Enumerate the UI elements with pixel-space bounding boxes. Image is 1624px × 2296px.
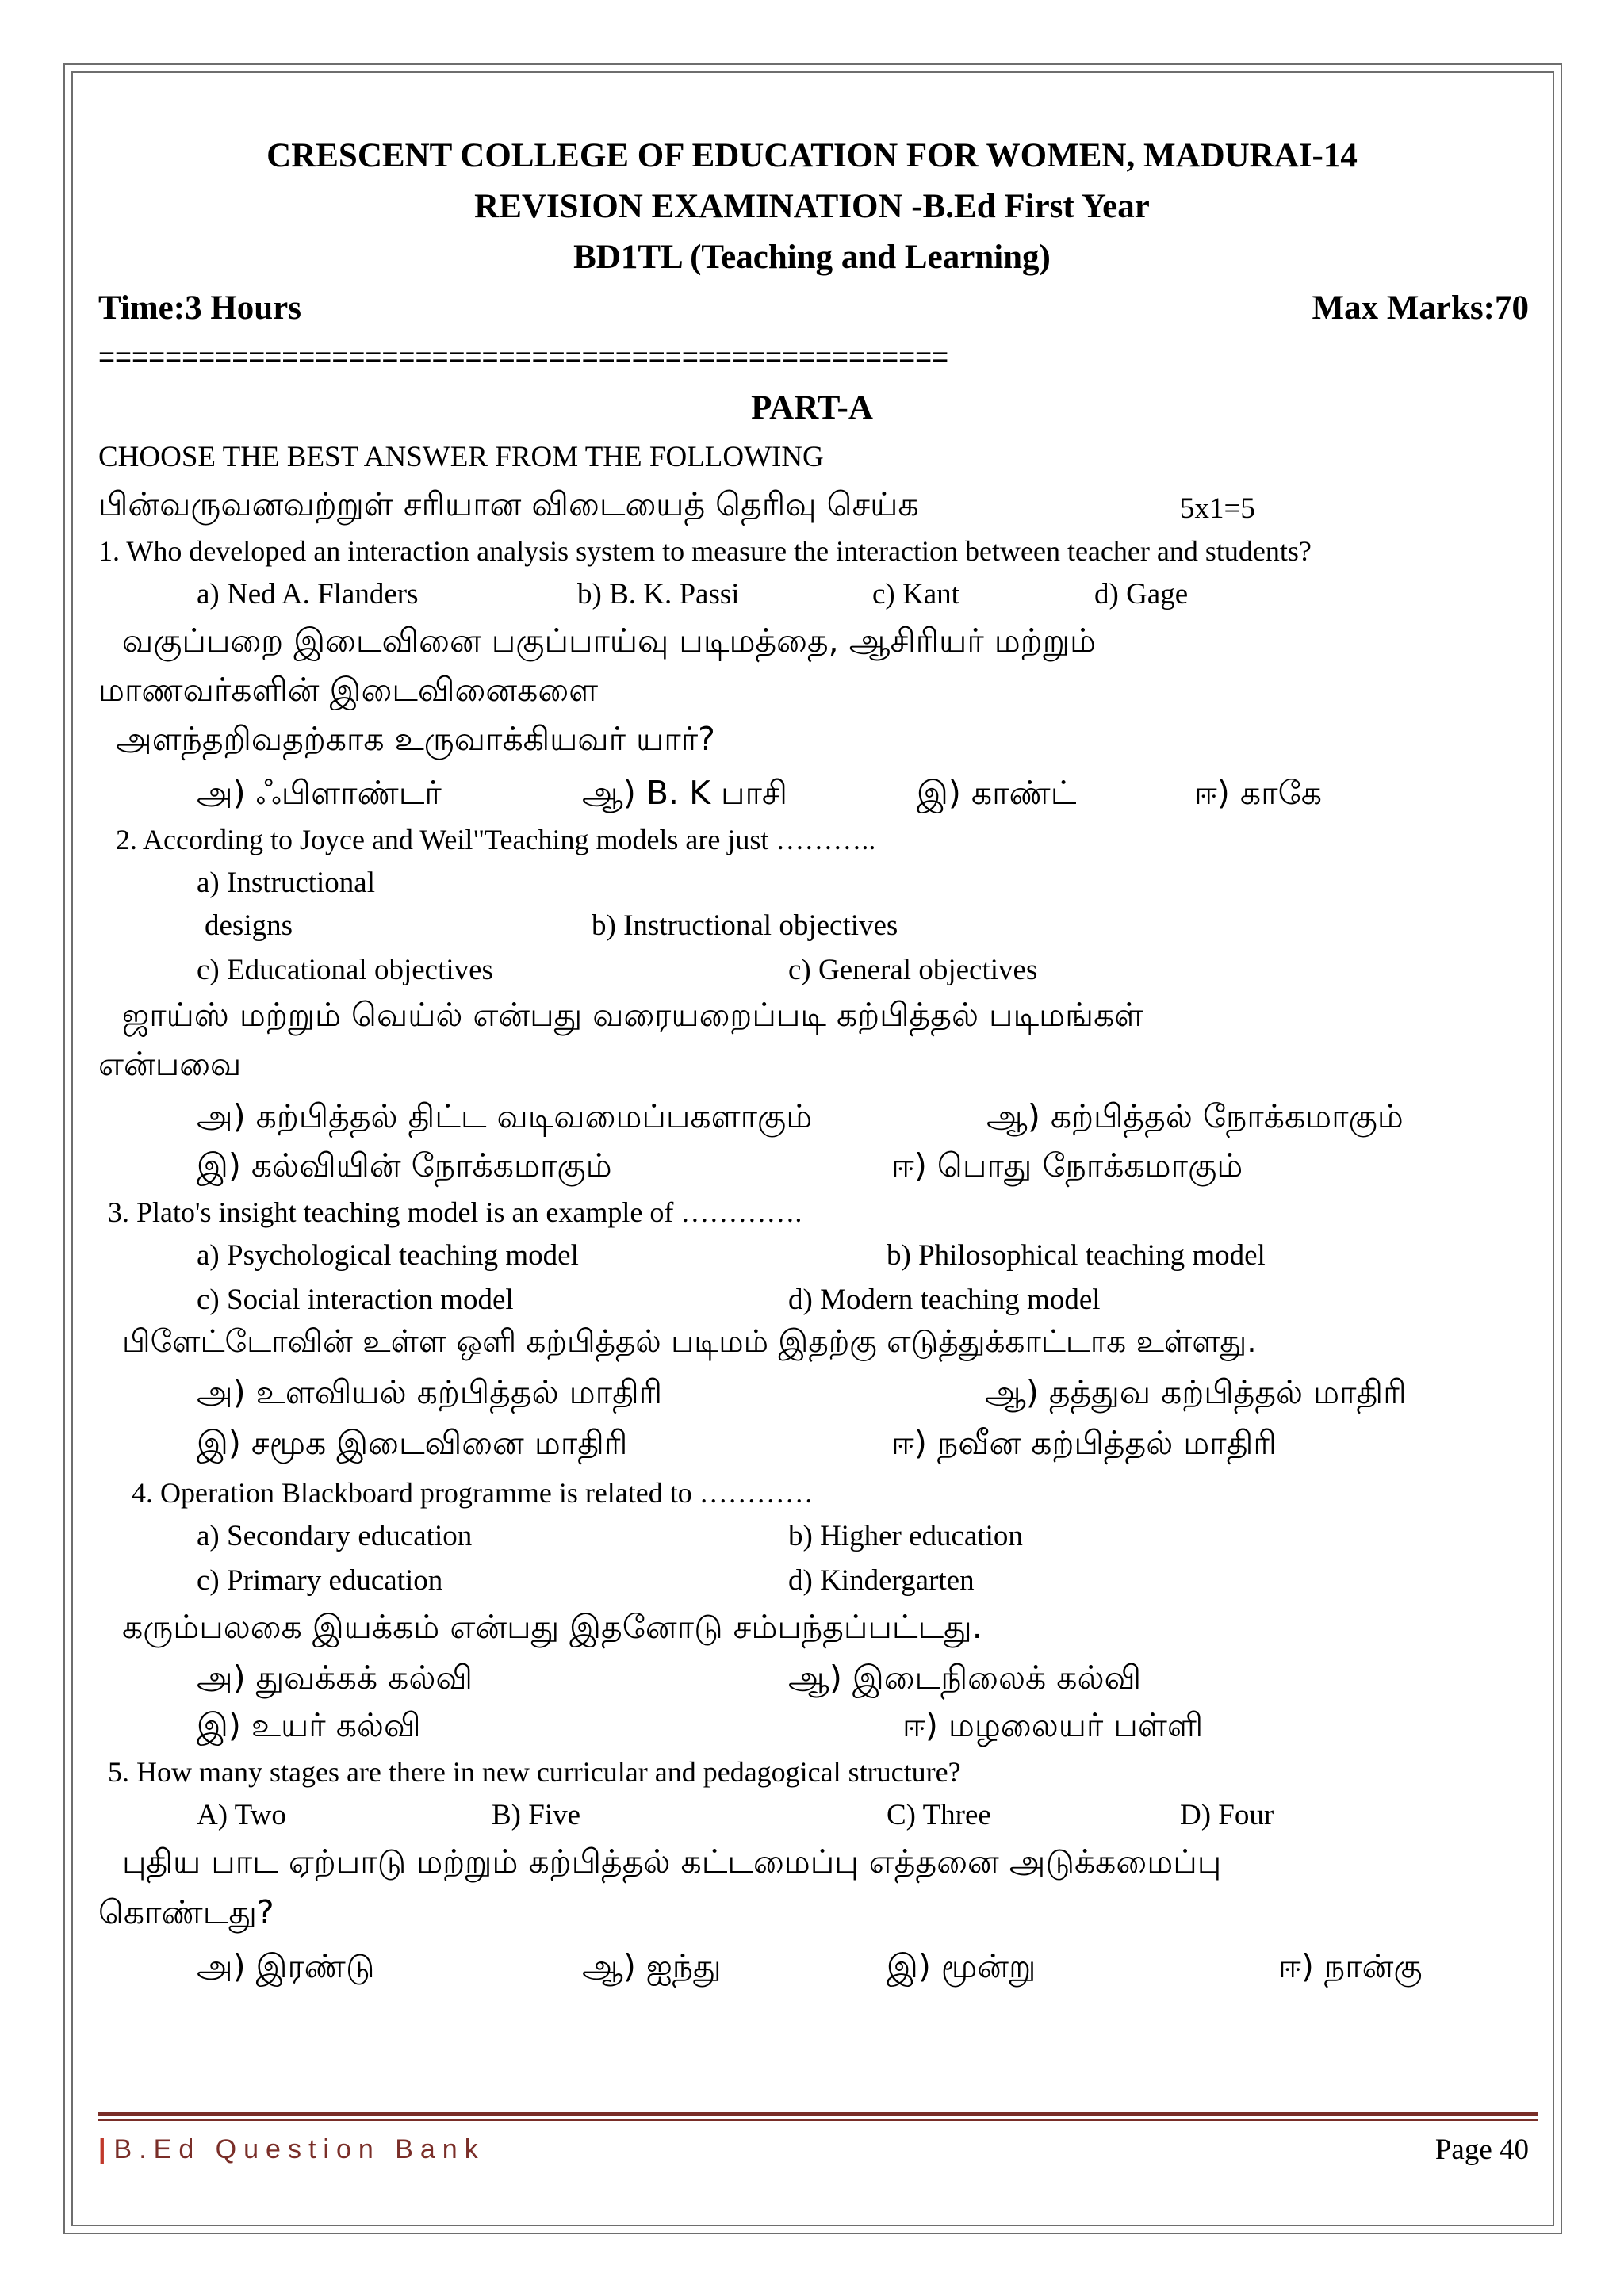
q1-tamil-option-a: அ) ஃபிளாண்டர் <box>197 774 442 812</box>
marks-allocation: 5x1=5 <box>1180 492 1255 525</box>
q2-option-b: b) Instructional objectives <box>592 909 898 942</box>
q4-option-a: a) Secondary education <box>197 1520 473 1552</box>
q2-tamil-option-a: அ) கற்பித்தல் திட்ட வடிவமைப்பகளாகும் <box>197 1097 813 1135</box>
q1-option-b: b) B. K. Passi <box>577 578 740 610</box>
instruction-english: CHOOSE THE BEST ANSWER FROM THE FOLLOWING <box>98 441 824 473</box>
footer-rule-thin <box>98 2119 1538 2121</box>
college-title: CRESCENT COLLEGE OF EDUCATION FOR WOMEN, MADURAI-14 <box>266 137 1358 174</box>
q4-tamil-line-1: கரும்பலகை இயக்கம் என்பது இதனோடு சம்பந்தப்பட்டது. <box>122 1608 982 1646</box>
max-marks-label: Max Marks:70 <box>1312 289 1529 327</box>
q2-tamil-line-1: ஜாய்ஸ் மற்றும் வெய்ல் என்பது வரையறைப்படி கற்பித்தல் படிமங்கள் <box>122 996 1144 1034</box>
q4-tamil-option-a: அ) துவக்கக் கல்வி <box>197 1659 473 1697</box>
q4-tamil-option-d: ஈ) மழலையர் பள்ளி <box>902 1706 1204 1744</box>
question-3: 3. Plato's insight teaching model is an example of …………. <box>108 1196 802 1228</box>
q5-tamil-option-c: இ) மூன்று <box>887 1947 1036 1985</box>
part-heading: PART-A <box>751 389 873 427</box>
q3-option-b: b) Philosophical teaching model <box>887 1239 1266 1272</box>
q2-tamil-option-b: ஆ) கற்பித்தல் நோக்கமாகும் <box>986 1097 1404 1135</box>
q1-tamil-line-1: வகுப்பறை இடைவினை பகுப்பாய்வு படிமத்தை, ஆசிரியர் மற்றும் <box>122 622 1096 660</box>
q3-tamil-option-d: ஈ) நவீன கற்பித்தல் மாதிரி <box>891 1424 1277 1462</box>
q5-tamil-option-b: ஆ) ஐந்து <box>582 1947 722 1985</box>
q4-option-b: b) Higher education <box>788 1520 1023 1552</box>
exam-title: REVISION EXAMINATION -B.Ed First Year <box>474 188 1150 225</box>
q1-option-a: a) Ned A. Flanders <box>197 578 419 610</box>
q3-option-d: d) Modern teaching model <box>788 1284 1101 1316</box>
q5-option-b: B) Five <box>492 1799 581 1831</box>
q3-tamil-option-b: ஆ) தத்துவ கற்பித்தல் மாதிரி <box>985 1373 1407 1411</box>
q2-tamil-option-c: இ) கல்வியின் நோக்கமாகும் <box>197 1146 612 1184</box>
q3-tamil-option-a: அ) உளவியல் கற்பித்தல் மாதிரி <box>197 1373 663 1411</box>
q2-option-a: a) Instructional <box>197 867 375 899</box>
q5-option-c: C) Three <box>887 1799 991 1831</box>
q4-tamil-option-b: ஆ) இடைநிலைக் கல்வி <box>788 1659 1142 1697</box>
q3-tamil-line-1: பிளேட்டோவின் உள்ள ஒளி கற்பித்தல் படிமம் இதற்கு எடுத்துக்காட்டாக உள்ளது. <box>122 1324 1257 1360</box>
question-4: 4. Operation Blackboard programme is related to ………… <box>132 1477 814 1509</box>
q3-tamil-option-c: இ) சமூக இடைவினை மாதிரி <box>197 1424 628 1462</box>
q4-option-c: c) Primary education <box>197 1564 443 1597</box>
q5-tamil-line-1: புதிய பாட ஏற்பாடு மற்றும் கற்பித்தல் கட்டமைப்பு எத்தனை அடுக்கமைப்பு <box>122 1843 1222 1881</box>
q3-option-c: c) Social interaction model <box>197 1284 514 1316</box>
q1-tamil-line-3: அளந்தறிவதற்காக உருவாக்கியவர் யார்? <box>116 720 715 758</box>
question-1: 1. Who developed an interaction analysis system to measure the interaction between teacher and students? <box>98 535 1312 567</box>
q2-tamil-option-d: ஈ) பொது நோக்கமாகும் <box>891 1146 1243 1184</box>
q2-tamil-line-2: என்பவை <box>98 1045 242 1083</box>
page-number: Page 40 <box>1434 2133 1529 2166</box>
q1-tamil-option-b: ஆ) B. K பாசி <box>582 774 788 812</box>
q1-tamil-option-c: இ) காண்ட் <box>917 774 1077 812</box>
q1-option-d: d) Gage <box>1094 578 1189 610</box>
footer-pipe: | <box>98 2134 106 2164</box>
course-title: BD1TL (Teaching and Learning) <box>573 239 1051 276</box>
q1-option-c: c) Kant <box>872 578 959 610</box>
time-label: Time:3 Hours <box>98 289 302 327</box>
question-5: 5. How many stages are there in new curricular and pedagogical structure? <box>108 1756 961 1788</box>
q5-tamil-option-d: ஈ) நான்கு <box>1278 1947 1423 1985</box>
q4-option-d: d) Kindergarten <box>788 1564 975 1597</box>
q5-tamil-option-a: அ) இரண்டு <box>197 1947 375 1985</box>
q5-option-a: A) Two <box>197 1799 286 1831</box>
instruction-tamil: பின்வருவனவற்றுள் சரியான விடையைத் தெரிவு செய்க <box>98 485 919 523</box>
question-2: 2. According to Joyce and Weil"Teaching models are just ……….. <box>116 824 876 855</box>
q5-tamil-line-2: கொண்டது? <box>98 1893 274 1931</box>
separator-line: =================================================== <box>98 342 949 371</box>
footer-title-text: B.Ed Question Bank <box>113 2134 485 2164</box>
q5-option-d: D) Four <box>1180 1799 1274 1831</box>
footer-title <box>98 2134 485 2165</box>
q2-option-c: c) Educational objectives <box>197 954 493 986</box>
q2-option-a-cont: designs <box>205 909 293 942</box>
q1-tamil-line-2: மாணவர்களின் இடைவினைகளை <box>98 671 599 709</box>
q4-tamil-option-c: இ) உயர் கல்வி <box>197 1706 421 1744</box>
q2-option-d: c) General objectives <box>788 954 1038 986</box>
footer-rule-thick <box>98 2112 1538 2116</box>
q3-option-a: a) Psychological teaching model <box>197 1239 579 1272</box>
q1-tamil-option-d: ஈ) காகே <box>1194 774 1322 812</box>
